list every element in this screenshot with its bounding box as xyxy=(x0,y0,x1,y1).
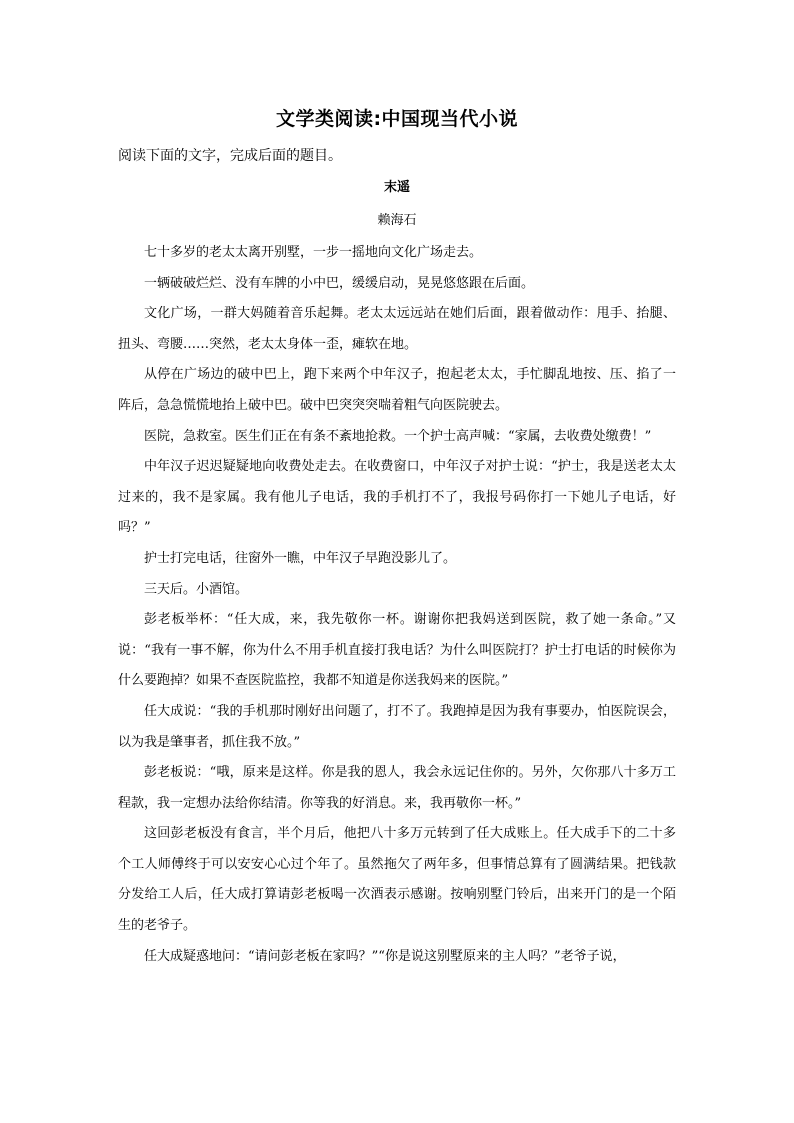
paragraph: 文化广场，一群大妈随着音乐起舞。老太太远远站在她们后面，跟着做动作：甩手、抬腿、扭头、弯腰……突然，老太太身体一歪，瘫软在地。 xyxy=(118,306,676,352)
page-title: 文学类阅读:中国现当代小说 xyxy=(275,108,519,130)
paragraph: 任大成说：“我的手机那时刚好出问题了，打不了。我跑掉是因为我有事要办，怕医院误会，以为我是肇事者，抓住我不放。” xyxy=(118,703,676,750)
paragraph: 七十多岁的老太太离开别墅，一步一摇地向文化广场走去。 xyxy=(144,245,483,260)
story-body xyxy=(118,238,676,972)
paragraph: 三天后。小酒馆。 xyxy=(144,581,249,597)
paragraph: 一辆破破烂烂、没有车牌的小中巴，缓缓启动，晃晃悠悠跟在后面。 xyxy=(144,275,535,291)
paragraph: 彭老板说：“哦，原来是这样。你是我的恩人，我会永远记住你的。另外，欠你那八十多万工程款，我一定想办法给你结清。你等我的好消息。来，我再敬你一杯。” xyxy=(118,765,676,811)
paragraph: 护士打完电话，往窗外一瞧，中年汉子早跑没影儿了。 xyxy=(144,550,457,566)
paragraph: 任大成疑惑地问：“请问彭老板在家吗？”“你是说这别墅原来的主人吗？”老爷子说， xyxy=(144,948,626,964)
paragraph: 这回彭老板没有食言，半个月后，他把八十多万元转到了任大成账上。任大成手下的二十多个工人师傅终于可以安安心心过个年了。虽然拖欠了两年多，但事情总算有了圆满结果。把钱款分发给工人后，任大成打算请彭老板喝一次酒表示感谢。按响别墅门铃后，出来开门的是一个陌生的老爷子。 xyxy=(118,826,676,934)
paragraph: 彭老板举杯：“任大成，来，我先敬你一杯。谢谢你把我妈送到医院，救了她一条命。”又说：“我有一事不解，你为什么不用手机直接打我电话？为什么叫医院打？护士打电话的时候你为什么要跑掉？如果不查医院监控，我都不知道是你送我妈来的医院。” xyxy=(118,612,676,689)
story-author: 赖海石 xyxy=(377,213,417,228)
paragraph: 医院，急救室。医生们正在有条不紊地抢救。一个护士高声喊：“家属，去收费处缴费！” xyxy=(144,428,652,444)
reading-instruction: 阅读下面的文字，完成后面的题目。 xyxy=(118,148,342,164)
paragraph: 中年汉子迟迟疑疑地向收费处走去。在收费窗口，中年汉子对护士说：“护士，我是送老太太过来的，我不是家属。我有他儿子电话，我的手机打不了，我报号码你打一下她儿子电话，好吗？” xyxy=(118,459,676,536)
paragraph: 从停在广场边的破中巴上，跑下来两个中年汉子，抱起老太太，手忙脚乱地按、压、掐了一阵后，急急慌慌地抬上破中巴。破中巴突突突喘着粗气向医院驶去。 xyxy=(118,367,676,413)
story-title: 末遥 xyxy=(383,180,410,195)
